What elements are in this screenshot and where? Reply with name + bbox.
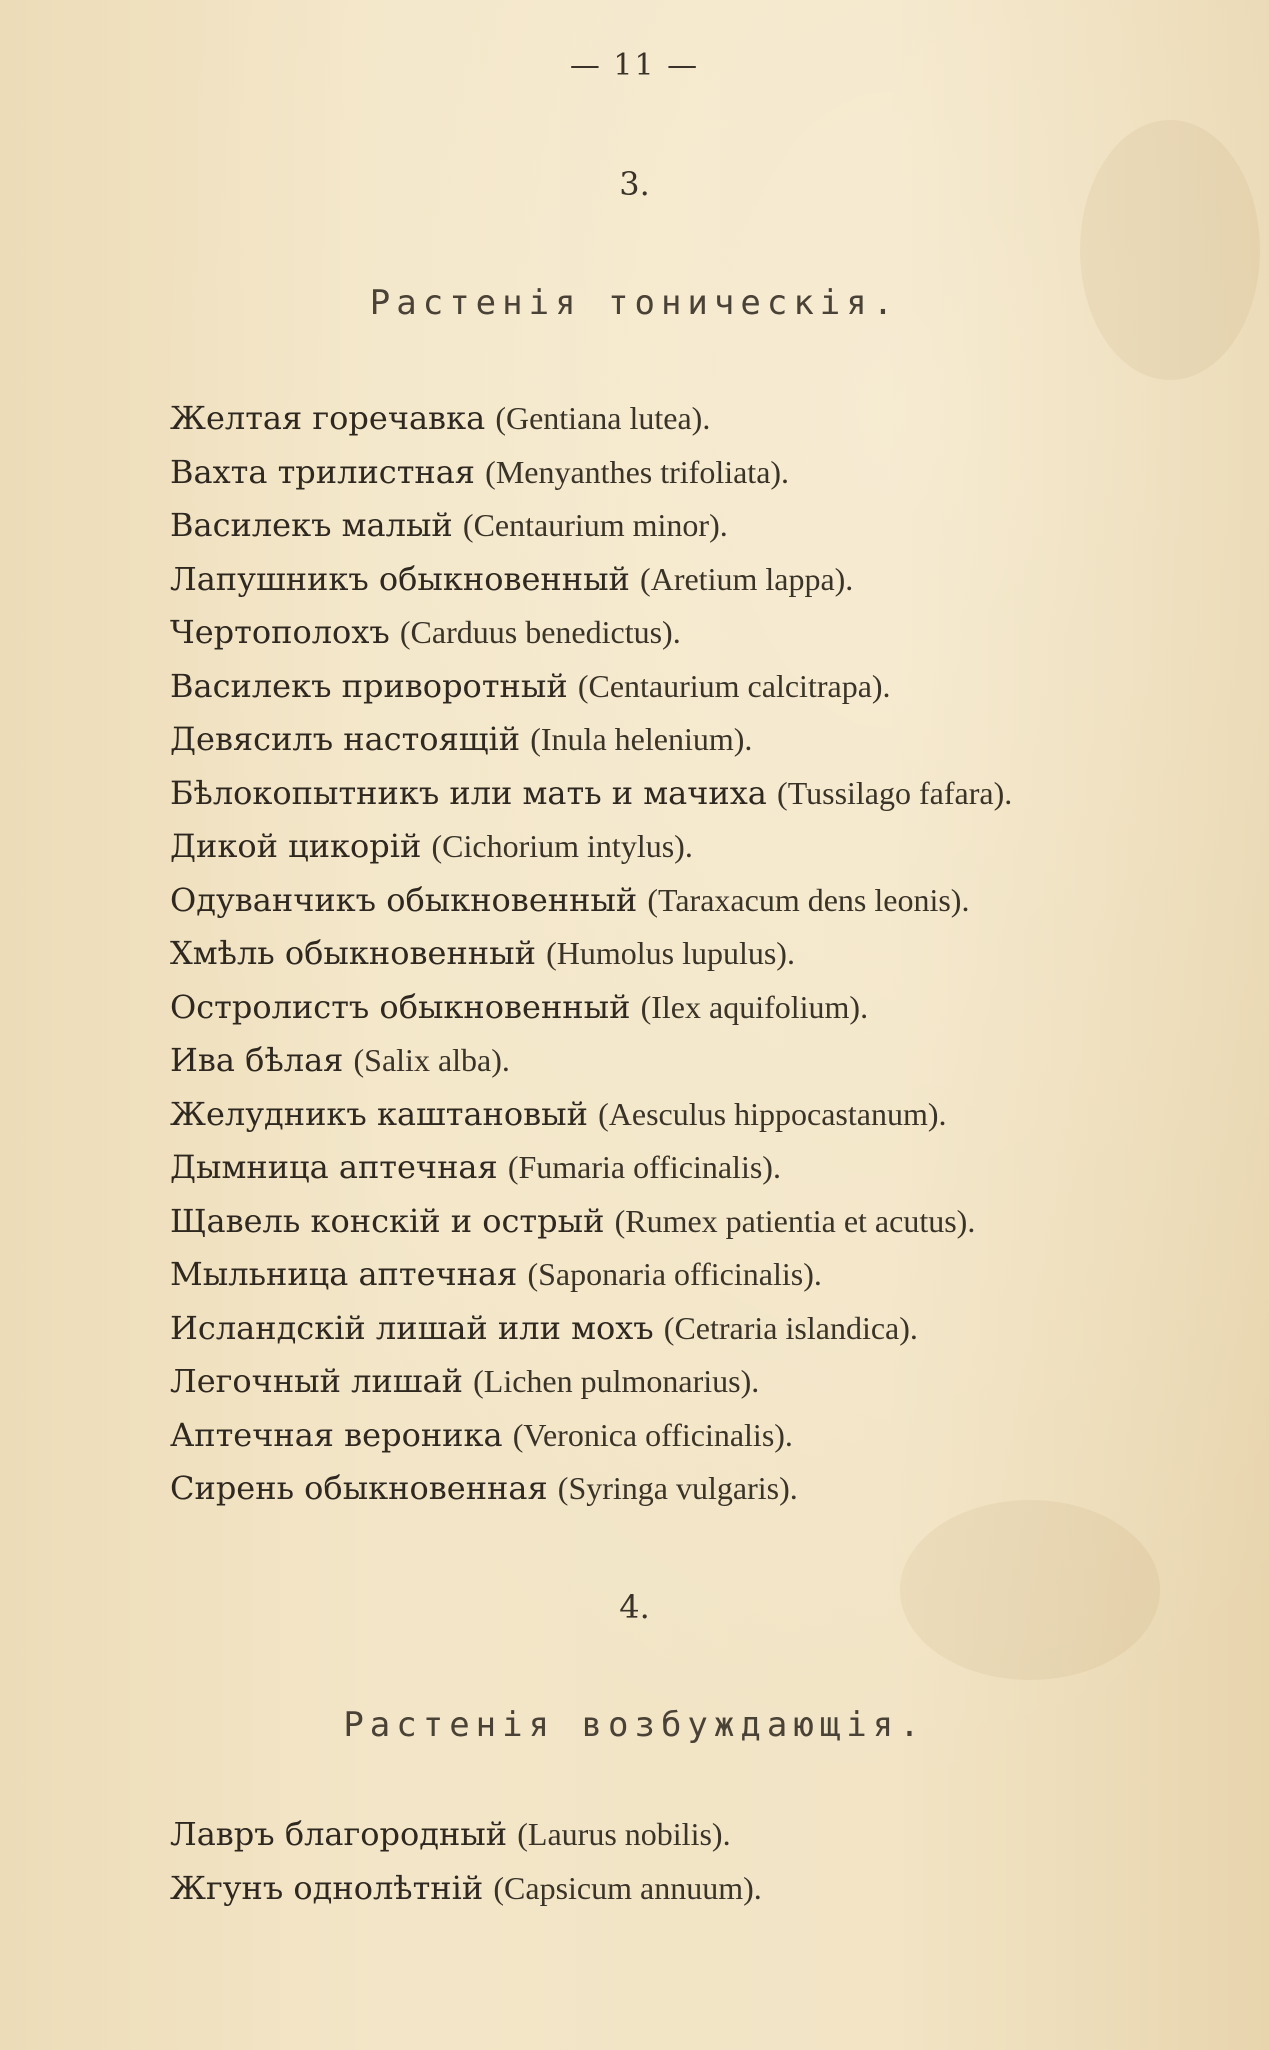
plant-latin-name: (Centaurium calcitrapa).	[577, 667, 891, 704]
plant-latin-name: (Lichen pulmonarius).	[473, 1363, 760, 1399]
plant-latin-name: (Salix alba).	[353, 1042, 510, 1078]
plant-russian-name: Чертополохъ	[170, 613, 390, 651]
plant-latin-name: (Fumaria officinalis).	[507, 1149, 781, 1185]
plant-russian-name: Жгунъ однолѣтній	[170, 1868, 484, 1907]
list-item	[170, 1409, 1012, 1463]
plant-latin-name: (Menyanthes trifoliata).	[485, 453, 790, 490]
list-item	[170, 767, 1012, 821]
plant-latin-name: (Taraxacum dens leonis).	[647, 881, 970, 918]
list-item	[170, 981, 1012, 1035]
plant-latin-name: (Cetraria islandica).	[663, 1309, 918, 1346]
plant-latin-name: (Capsicum annuum).	[493, 1869, 762, 1906]
plant-latin-name: (Ilex aquifolium).	[640, 988, 869, 1025]
plant-russian-name: Лапушникъ обыкновенный	[170, 559, 630, 598]
plant-russian-name: Желудникъ каштановый	[170, 1094, 588, 1133]
list-item	[170, 1034, 1012, 1088]
plant-list-tonic	[170, 392, 1012, 1516]
list-item	[170, 606, 1012, 660]
plant-russian-name: Аптечная вероника	[170, 1415, 503, 1454]
plant-latin-name: (Cichorium intylus).	[431, 828, 693, 864]
page-number: — 11 —	[569, 48, 700, 83]
section-heading: Растенія тоническія.	[369, 283, 900, 323]
plant-latin-name: (Carduus benedictus).	[399, 614, 681, 650]
list-item	[170, 1302, 1012, 1356]
plant-latin-name: (Syringa vulgaris).	[557, 1470, 798, 1506]
plant-russian-name: Остролистъ обыкновенный	[170, 987, 631, 1026]
plant-russian-name: Исландскій лишай или мохъ	[170, 1308, 654, 1347]
plant-latin-name: (Veronica officinalis).	[512, 1416, 793, 1453]
list-item	[170, 1088, 1012, 1142]
list-item	[170, 499, 1012, 553]
list-item	[170, 1808, 762, 1862]
plant-latin-name: (Humolus lupulus).	[546, 935, 795, 971]
plant-list-stimulating	[170, 1808, 762, 1915]
plant-russian-name: Девясилъ настоящій	[170, 720, 521, 758]
list-item	[170, 1248, 1012, 1302]
section-number: 4.	[619, 1588, 650, 1626]
plant-russian-name: Желтая горечавка	[170, 399, 486, 437]
list-item	[170, 927, 1012, 981]
list-item	[170, 1355, 1012, 1409]
list-item	[170, 820, 1012, 874]
list-item	[170, 1195, 1012, 1249]
plant-latin-name: (Laurus nobilis).	[517, 1816, 731, 1852]
plant-russian-name: Лавръ благородный	[170, 1815, 508, 1853]
plant-latin-name: (Saponaria officinalis).	[527, 1256, 822, 1292]
list-item	[170, 553, 1012, 607]
plant-russian-name: Хмѣль обыкновенный	[170, 934, 536, 972]
list-item	[170, 392, 1012, 446]
plant-russian-name: Сирень обыкновенная	[170, 1469, 548, 1507]
plant-latin-name: (Centaurium minor).	[462, 507, 728, 543]
plant-latin-name: (Inula helenium).	[530, 721, 753, 757]
plant-russian-name: Легочный лишай	[170, 1362, 463, 1400]
plant-latin-name: (Aesculus hippocastanum).	[598, 1095, 947, 1132]
plant-russian-name: Бѣлокопытникъ или мать и мачиха	[170, 773, 767, 812]
list-item	[170, 446, 1012, 500]
plant-russian-name: Дымница аптечная	[170, 1148, 498, 1186]
plant-russian-name: Щавель конскій и острый	[170, 1201, 605, 1240]
plant-russian-name: Мыльница аптечная	[170, 1255, 518, 1293]
paper-stain	[1080, 120, 1260, 380]
plant-russian-name: Василекъ приворотный	[170, 666, 568, 705]
section-number: 3.	[619, 165, 650, 203]
plant-russian-name: Василекъ малый	[170, 506, 453, 544]
list-item	[170, 660, 1012, 714]
plant-latin-name: (Gentiana lutea).	[495, 400, 711, 436]
plant-latin-name: (Tussilago fafara).	[777, 774, 1013, 811]
list-item	[170, 1462, 1012, 1516]
plant-russian-name: Вахта трилистная	[170, 452, 475, 491]
list-item	[170, 874, 1012, 928]
plant-russian-name: Одуванчикъ обыкновенный	[170, 880, 638, 919]
list-item	[170, 1141, 1012, 1195]
list-item	[170, 1862, 762, 1916]
plant-russian-name: Ива бѣлая	[170, 1041, 344, 1079]
section-heading: Растенія возбуждающія.	[343, 1705, 926, 1745]
plant-latin-name: (Aretium lappa).	[640, 560, 854, 597]
plant-russian-name: Дикой цикорій	[170, 827, 422, 865]
plant-latin-name: (Rumex patientia et acutus).	[614, 1202, 976, 1239]
list-item	[170, 713, 1012, 767]
